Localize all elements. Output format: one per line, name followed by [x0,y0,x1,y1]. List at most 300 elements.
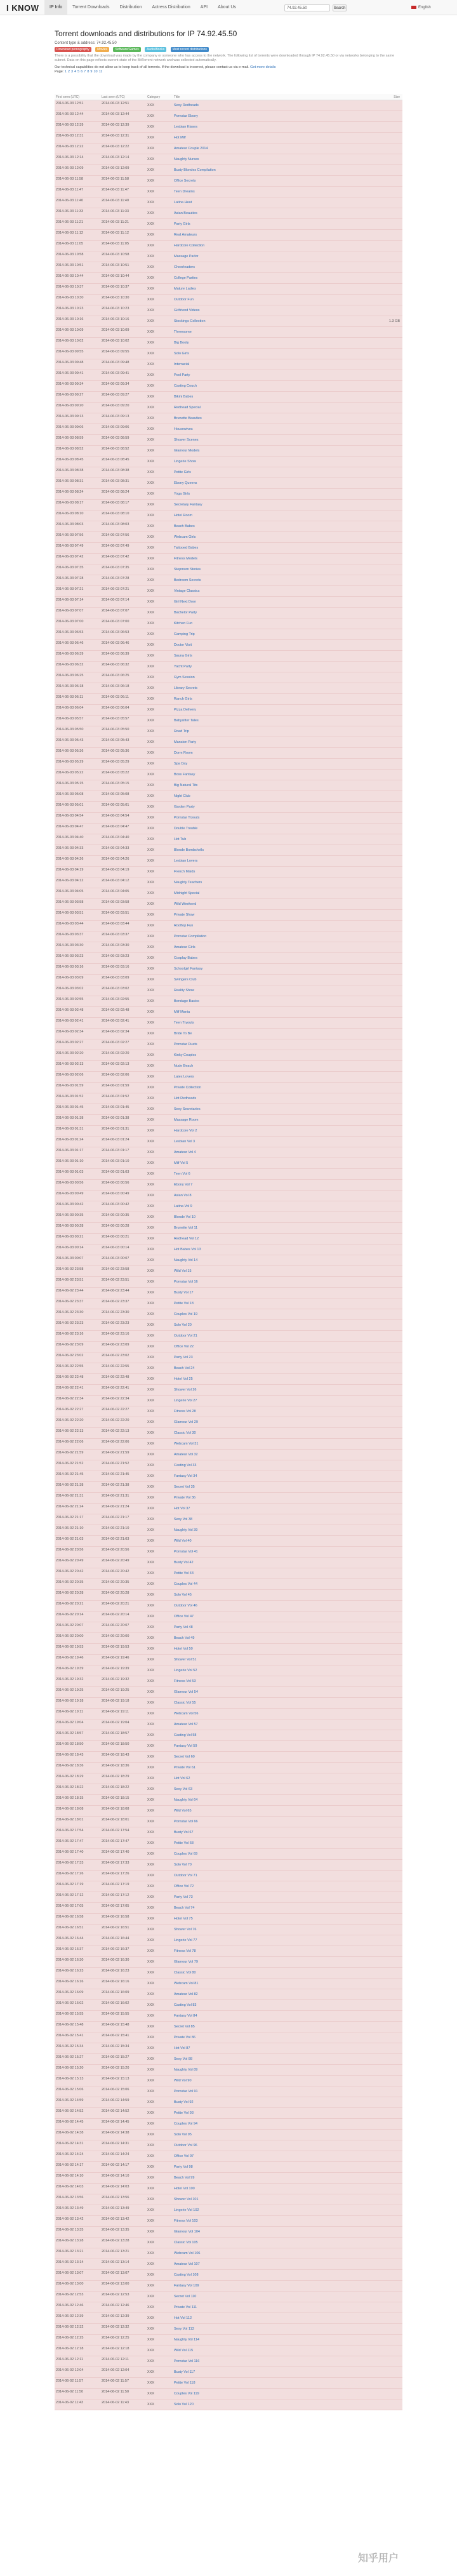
torrent-title-link[interactable]: Office Vol 97 [174,2154,194,2158]
page-link[interactable]: 7 [84,70,86,74]
torrent-title-link[interactable]: Big Natural Tits [174,784,198,787]
torrent-title-link[interactable]: Doctor Visit [174,643,192,647]
table-row [55,511,402,521]
torrent-title-link[interactable]: Naughty Vol 89 [174,2068,198,2072]
torrent-title-link[interactable]: Naughty Nurses [174,157,199,161]
torrent-title-link[interactable]: Midnight Special [174,891,200,895]
torrent-title-link[interactable]: Glamour Vol 29 [174,1420,198,1424]
torrent-title-link[interactable]: Outdoor Vol 46 [174,1604,197,1608]
first-seen-cell: 2014-06-03 08:52 [56,447,84,451]
table-row [55,1352,402,1363]
torrent-title-link[interactable]: Schoolgirl Fantasy [174,967,203,971]
torrent-title-link[interactable]: Webcam Vol 81 [174,1982,199,1985]
torrent-title-link[interactable]: Massage Room [174,1118,199,1122]
torrent-title-link[interactable]: Outdoor Vol 21 [174,1334,197,1338]
torrent-title-link[interactable]: Casting Vol 83 [174,2003,197,2007]
torrent-title-link[interactable]: Fantasy Vol 109 [174,2284,199,2288]
torrent-title-link[interactable]: Massage Parlor [174,255,199,258]
table-row [55,241,402,251]
first-seen-cell: 2014-06-03 07:35 [56,566,84,570]
nav-item-torrent-downloads[interactable]: Torrent Downloads [72,5,110,10]
torrent-title-link[interactable]: Party Vol 23 [174,1356,193,1359]
torrent-title-link[interactable]: Couples Vol 69 [174,1852,197,1856]
torrent-title-link[interactable]: Party Girls [174,222,190,226]
torrent-title-link[interactable]: Office Vol 47 [174,1615,194,1618]
category-cell: XXX [147,978,155,982]
page-link[interactable]: 6 [81,70,83,74]
torrent-title-link[interactable]: Milf Mania [174,1010,190,1014]
torrent-title-link[interactable]: College Parties [174,276,198,280]
torrent-title-link[interactable]: Hotel Vol 50 [174,1647,193,1651]
table-row [55,187,402,197]
torrent-title-link[interactable]: Shower Vol 26 [174,1388,197,1392]
nav-item-distribution[interactable]: Distribution [119,5,142,10]
torrent-title-link[interactable]: Solo Vol 95 [174,2133,192,2137]
torrent-title-link[interactable]: Blonde Vol 10 [174,1215,195,1219]
torrent-title-link[interactable]: Amateur Vol 4 [174,1151,196,1154]
torrent-title-link[interactable]: Swingers Club [174,978,197,982]
torrent-title-link[interactable]: Beach Vol 74 [174,1906,195,1910]
torrent-title-link[interactable]: Babysitter Tales [174,719,199,723]
torrent-title-link[interactable]: Road Trip [174,730,189,733]
torrent-title-link[interactable]: Lesbian Vol 3 [174,1140,195,1144]
torrent-title-link[interactable]: Kinky Couples [174,1053,197,1057]
search-button[interactable]: Search [333,4,347,11]
torrent-title-link[interactable]: Busty Vol 42 [174,1561,194,1565]
torrent-title-link[interactable]: Office Vol 22 [174,1345,194,1349]
torrent-title-link[interactable]: Ebony Vol 7 [174,1183,193,1187]
torrent-title-link[interactable]: Kitchen Fun [174,622,193,625]
torrent-title-link[interactable]: Busty Vol 117 [174,2370,195,2374]
table-row [55,856,402,867]
torrent-title-link[interactable]: French Maids [174,870,195,874]
torrent-title-link[interactable]: Amateur Vol 57 [174,1723,198,1726]
language-selector[interactable] [411,4,431,11]
torrent-title-link[interactable]: Ebony Queens [174,481,197,485]
torrent-title-link[interactable]: Lingerie Vol 77 [174,1939,197,1942]
torrent-title-link[interactable]: Hotel Vol 100 [174,2187,195,2191]
header-last-seen[interactable]: Last seen (UTC) [102,95,125,99]
torrent-title-link[interactable]: Private Vol 36 [174,1496,195,1500]
page-link[interactable]: 4 [74,70,77,74]
torrent-title-link[interactable]: Beach Babes [174,524,195,528]
last-seen-cell: 2014-06-02 13:14 [102,2260,129,2264]
torrent-title-link[interactable]: Sexy Vol 88 [174,2057,193,2061]
torrent-title-link[interactable]: Spa Day [174,762,188,766]
torrent-title-link[interactable]: Pornstar Ebony [174,114,198,118]
nav-item-about[interactable]: About Us [218,5,236,10]
torrent-title-link[interactable]: Lingerie Vol 102 [174,2208,199,2212]
torrent-title-link[interactable]: Webcam Vol 106 [174,2252,201,2255]
torrent-title-link[interactable]: Couples Vol 94 [174,2122,197,2126]
torrent-title-link[interactable]: Fitness Models [174,557,197,561]
torrent-title-link[interactable]: Secret Vol 110 [174,2295,197,2299]
torrent-title-link[interactable]: Solo Vol 45 [174,1593,192,1597]
torrent-title-link[interactable]: Hardcore Collection [174,244,205,248]
torrent-title-link[interactable]: Outdoor Vol 71 [174,1874,197,1878]
header-title[interactable]: Title [174,95,180,99]
first-seen-cell: 2014-06-02 12:04 [56,2368,84,2372]
page-link[interactable]: 11 [98,70,103,74]
torrent-title-link[interactable]: Beach Vol 49 [174,1636,195,1640]
header-category[interactable]: Category [147,95,161,99]
category-cell: XXX [147,2208,155,2212]
last-seen-cell: 2014-06-03 03:51 [102,911,129,915]
first-seen-cell: 2014-06-03 01:38 [56,1116,84,1120]
torrent-title-link[interactable]: Naughty Teachers [174,881,202,884]
torrent-title-link[interactable]: Interracial [174,363,190,366]
torrent-title-link[interactable]: Bride To Be [174,1032,192,1036]
torrent-title-link[interactable]: Naughty Vol 14 [174,1258,198,1262]
last-seen-cell: 2014-06-02 16:30 [102,1958,129,1962]
torrent-title-link[interactable]: Teen Dreams [174,190,195,194]
torrent-title-link[interactable]: Classic Vol 55 [174,1701,196,1705]
torrent-title-link[interactable]: Casting Vol 108 [174,2273,199,2277]
torrent-title-link[interactable]: Fantasy Vol 34 [174,1474,197,1478]
torrent-title-link[interactable]: Hot Vol 37 [174,1507,190,1511]
badge-movies[interactable]: Movies [95,47,109,52]
torrent-title-link[interactable]: Girlfriend Videos [174,309,200,312]
torrent-title-link[interactable]: Petite Vol 43 [174,1572,194,1575]
torrent-title-link[interactable]: Fantasy Vol 59 [174,1744,197,1748]
torrent-title-link[interactable]: Wild Vol 90 [174,2079,192,2083]
torrent-title-link[interactable]: Office Vol 72 [174,1885,194,1888]
first-seen-cell: 2014-06-03 12:09 [56,166,84,170]
first-seen-cell: 2014-06-02 21:24 [56,1505,84,1509]
torrent-title-link[interactable]: Bondage Basics [174,999,199,1003]
nav-item-actress-distribution[interactable]: Actress Distribution [152,5,190,10]
torrent-title-link[interactable]: Redhead Vol 12 [174,1237,199,1241]
torrent-title-link[interactable]: Sexy Vol 38 [174,1518,193,1521]
torrent-title-link[interactable]: Casting Vol 33 [174,1464,197,1467]
torrent-title-link[interactable]: Library Secrets [174,686,197,690]
category-cell: XXX [147,1302,155,1305]
torrent-title-link[interactable]: Beach Vol 24 [174,1366,195,1370]
table-row [55,1180,402,1191]
torrent-title-link[interactable]: Casting Couch [174,384,197,388]
torrent-title-link[interactable]: Petite Vol 18 [174,1302,194,1305]
torrent-title-link[interactable]: Double Trouble [174,827,198,831]
torrent-title-link[interactable]: Sexy Vol 113 [174,2327,194,2331]
torrent-title-link[interactable]: Garden Party [174,805,195,809]
torrent-title-link[interactable]: Bachelor Party [174,611,197,615]
torrent-title-link[interactable]: Couples Vol 44 [174,1582,197,1586]
torrent-title-link[interactable]: Glamour Vol 104 [174,2230,200,2234]
torrent-title-link[interactable]: Stepmom Stories [174,568,201,571]
torrent-title-link[interactable]: Rooftop Fun [174,924,194,928]
ip-search-input[interactable]: 74.92.45.50 [284,4,330,11]
last-seen-cell: 2014-06-03 09:13 [102,415,129,418]
nav-item-api[interactable]: API [200,5,208,10]
torrent-title-link[interactable]: Redhead Special [174,406,201,410]
torrent-title-link[interactable]: Classic Vol 105 [174,2241,198,2245]
torrent-title-link[interactable]: Nude Beach [174,1064,194,1068]
torrent-title-link[interactable]: Latina Heat [174,201,192,204]
torrent-title-link[interactable]: Hot Vol 87 [174,2046,190,2050]
torrent-title-link[interactable]: Hardcore Vol 2 [174,1129,197,1133]
torrent-title-link[interactable]: Wild Vol 65 [174,1809,192,1813]
torrent-title-link[interactable]: Reality Show [174,989,195,992]
torrent-title-link[interactable]: Office Secrets [174,179,196,183]
torrent-title-link[interactable]: Glamour Vol 54 [174,1690,198,1694]
torrent-title-link[interactable]: Hot Redheads [174,1097,197,1100]
torrent-title-link[interactable]: Fitness Vol 78 [174,1949,196,1953]
torrent-title-link[interactable]: Dorm Room [174,751,193,755]
torrent-title-link[interactable]: Mature Ladies [174,287,196,291]
torrent-title-link[interactable]: Girl Next Door [174,600,196,604]
torrent-title-link[interactable]: Secret Vol 35 [174,1485,195,1489]
torrent-title-link[interactable]: Sauna Girls [174,654,192,658]
torrent-title-link[interactable]: Beach Vol 99 [174,2176,195,2180]
torrent-title-link[interactable]: Sexy Secretaries [174,1107,201,1111]
torrent-title-link[interactable]: Wild Vol 40 [174,1539,192,1543]
torrent-title-link[interactable]: Teen Vol 6 [174,1172,190,1176]
last-seen-cell: 2014-06-03 05:08 [102,792,129,796]
last-seen-cell: 2014-06-02 12:11 [102,2358,129,2361]
table-row [55,2119,402,2130]
badge-software-games[interactable]: Software/Games [113,47,140,52]
table-row [55,327,402,338]
torrent-title-link[interactable]: Lingerie Vol 52 [174,1669,197,1672]
torrent-title-link[interactable]: Milf Vol 5 [174,1161,189,1165]
torrent-title-link[interactable]: Asian Vol 8 [174,1194,192,1198]
nav-item-ip-info[interactable]: IP Info [44,0,67,15]
torrent-title-link[interactable]: Busty Blondes Compilation [174,168,216,172]
torrent-title-link[interactable]: Big Booty [174,341,189,345]
torrent-title-link[interactable]: Private Vol 86 [174,2036,195,2039]
torrent-title-link[interactable]: Glamour Models [174,449,200,453]
torrent-title-link[interactable]: Hotel Vol 75 [174,1917,193,1921]
torrent-title-link[interactable]: Night Club [174,794,190,798]
torrent-title-link[interactable]: Pornstar Vol 91 [174,2090,198,2093]
torrent-title-link[interactable]: Petite Vol 118 [174,2381,195,2385]
torrent-title-link[interactable]: Busty Vol 92 [174,2100,194,2104]
torrent-title-link[interactable]: Mansion Party [174,740,197,744]
torrent-title-link[interactable]: Shower Scenes [174,438,199,442]
last-seen-cell: 2014-06-03 01:52 [102,1095,129,1098]
category-cell: XXX [147,1917,155,1921]
page-link[interactable]: 5 [77,70,80,74]
torrent-title-link[interactable]: Solo Vol 70 [174,1863,192,1867]
page-link[interactable]: 1 [64,70,67,74]
torrent-title-link[interactable]: Private Collection [174,1086,201,1090]
torrent-title-link[interactable]: Gym Session [174,676,195,679]
torrent-title-link[interactable]: Private Vol 61 [174,1766,195,1770]
last-seen-cell: 2014-06-02 17:05 [102,1904,129,1908]
torrent-title-link[interactable]: Blonde Bombshells [174,848,204,852]
last-seen-cell: 2014-06-02 16:09 [102,1991,129,1994]
torrent-title-link[interactable]: Latina Vol 9 [174,1205,192,1208]
torrent-title-link[interactable]: Hot Tub [174,838,187,841]
torrent-title-link[interactable]: Vintage Classics [174,589,200,593]
torrent-title-link[interactable]: Secret Vol 85 [174,2025,195,2029]
torrent-title-link[interactable]: Amateur Couple 2014 [174,147,208,150]
torrent-title-link[interactable]: Party Vol 73 [174,1895,193,1899]
torrent-title-link[interactable]: Private Vol 111 [174,2306,197,2309]
table-row [55,1892,402,1903]
first-seen-cell: 2014-06-02 20:14 [56,1613,84,1617]
torrent-title-link[interactable]: Fitness Vol 53 [174,1679,196,1683]
page-link[interactable]: 3 [71,70,74,74]
torrent-title-link[interactable]: Cheerleaders [174,265,195,269]
torrent-title-link[interactable]: Solo Vol 120 [174,2403,194,2406]
last-seen-cell: 2014-06-02 23:09 [102,1343,129,1347]
badge-recent-distributions[interactable]: Most recent distributions [171,47,209,52]
torrent-title-link[interactable]: Webcam Vol 56 [174,1712,199,1716]
torrent-title-link[interactable]: Secretary Fantasy [174,503,202,507]
torrent-title-link[interactable]: Casting Vol 58 [174,1733,197,1737]
torrent-title-link[interactable]: Lingerie Vol 27 [174,1399,197,1403]
category-cell: XXX [147,1388,155,1392]
torrent-title-link[interactable]: Housewives [174,427,193,431]
torrent-title-link[interactable]: Ranch Girls [174,697,192,701]
torrent-title-link[interactable]: Pizza Delivery [174,708,196,712]
torrent-title-link[interactable]: Hotel Room [174,514,193,517]
torrent-title-link[interactable]: Amateur Vol 82 [174,1992,198,1996]
torrent-title-link[interactable]: Pornstar Tryouts [174,816,200,820]
category-cell: XXX [147,1874,155,1878]
table-row [55,1601,402,1612]
torrent-title-link[interactable]: Shower Vol 76 [174,1928,197,1932]
badge-pornography[interactable]: Download pornography [55,47,91,52]
torrent-title-link[interactable]: Secret Vol 60 [174,1755,195,1759]
torrent-title-link[interactable]: Yacht Party [174,665,192,669]
first-seen-cell: 2014-06-02 22:48 [56,1375,84,1379]
torrent-title-link[interactable]: Hot Milf [174,136,186,140]
torrent-title-link[interactable]: Solo Girls [174,352,189,356]
torrent-title-link[interactable]: Hot Vol 62 [174,1777,190,1780]
torrent-title-link[interactable]: Couples Vol 19 [174,1312,197,1316]
last-seen-cell: 2014-06-02 16:58 [102,1915,129,1919]
torrent-title-link[interactable]: Wild Vol 115 [174,2349,194,2352]
torrent-title-link[interactable]: Bedroom Secrets [174,578,201,582]
torrent-title-link[interactable]: Classic Vol 30 [174,1431,196,1435]
header-first-seen[interactable]: First seen (UTC) [56,95,79,99]
torrent-title-link[interactable]: Solo Vol 20 [174,1323,192,1327]
torrent-title-link[interactable]: Lingerie Show [174,460,196,464]
table-row [55,1590,402,1601]
torrent-title-link[interactable]: Webcam Vol 31 [174,1442,199,1446]
category-cell: XXX [147,676,155,679]
torrent-title-link[interactable]: Hot Vol 112 [174,2316,192,2320]
torrent-title-link[interactable]: Outdoor Vol 96 [174,2144,197,2147]
torrent-title-link[interactable]: Pornstar Vol 116 [174,2359,200,2363]
torrent-title-link[interactable]: Latex Lovers [174,1075,194,1079]
category-cell: XXX [147,2381,155,2385]
torrent-title-link[interactable]: Naughty Vol 64 [174,1798,198,1802]
torrent-title-link[interactable]: Couples Vol 119 [174,2392,199,2396]
category-cell: XXX [147,287,155,291]
torrent-title-link[interactable]: Naughty Vol 114 [174,2338,199,2342]
torrent-title-link[interactable]: Wild Vol 15 [174,1269,192,1273]
torrent-title-link[interactable]: Shower Vol 101 [174,2198,199,2201]
torrent-title-link[interactable]: Party Vol 98 [174,2165,193,2169]
torrent-title-link[interactable]: Real Amateurs [174,233,197,237]
torrent-title-link[interactable]: Lesbian Kisses [174,125,197,129]
torrent-title-link[interactable]: Petite Vol 68 [174,1841,194,1845]
torrent-title-link[interactable]: Fantasy Vol 84 [174,2014,197,2018]
table-row [55,2032,402,2043]
torrent-title-link[interactable]: Boss Fantasy [174,773,195,777]
page-link[interactable]: 10 [93,70,98,74]
brand-logo[interactable]: I KNOW [6,3,39,13]
category-cell: XXX [147,1107,155,1111]
torrent-title-link[interactable]: Bikini Babes [174,395,194,399]
torrent-title-link[interactable]: Teen Tryouts [174,1021,194,1025]
torrent-title-link[interactable]: Hotel Vol 25 [174,1377,193,1381]
category-cell: XXX [147,1636,155,1640]
page-link[interactable]: 9 [90,70,93,74]
page-link[interactable]: 8 [87,70,89,74]
torrent-title-link[interactable]: Stockings Collection [174,319,206,323]
torrent-title-link[interactable]: Pornstar Compilation [174,935,207,938]
torrent-title-link[interactable]: Camping Trip [174,632,195,636]
torrent-title-link[interactable]: Sexy Redheads [174,103,199,107]
badge-audio-books[interactable]: Audio/Books [145,47,166,52]
category-cell: XXX [147,1647,155,1651]
torrent-title-link[interactable]: Lesbian Lovers [174,859,198,863]
torrent-title-link[interactable]: Busty Vol 17 [174,1291,194,1295]
category-cell: XXX [147,514,155,517]
badge-row [55,47,210,53]
torrent-title-link[interactable]: Fitness Vol 28 [174,1410,196,1413]
torrent-title-link[interactable]: Petite Vol 93 [174,2111,194,2115]
torrent-title-link[interactable]: Threesome [174,330,192,334]
page-link[interactable]: 2 [67,70,70,74]
torrent-title-link[interactable]: Brunette Beauties [174,417,202,420]
torrent-title-link[interactable]: Cosplay Babes [174,956,197,960]
torrent-title-link[interactable]: Brunette Vol 11 [174,1226,198,1230]
torrent-title-link[interactable]: Amateur Vol 32 [174,1453,198,1457]
torrent-title-link[interactable]: Hot Babes Vol 13 [174,1248,201,1251]
table-row [55,2302,402,2313]
first-seen-cell: 2014-06-03 07:56 [56,533,84,537]
torrent-title-link[interactable]: Tattooed Babes [174,546,199,550]
torrent-title-link[interactable]: Yoga Girls [174,492,190,496]
torrent-title-link[interactable]: Petite Girls [174,470,191,474]
category-cell: XXX [147,794,155,798]
torrent-title-link[interactable]: Outdoor Fun [174,298,194,302]
torrent-title-link[interactable]: Amateur Girls [174,945,195,949]
last-seen-cell: 2014-06-03 05:22 [102,771,129,775]
torrent-title-link[interactable]: Classic Vol 80 [174,1971,196,1975]
torrent-title-link[interactable]: Wild Weekend [174,902,197,906]
torrent-title-link[interactable]: Shower Vol 51 [174,1658,197,1662]
torrent-title-link[interactable]: Amateur Vol 107 [174,2262,200,2266]
torrent-title-link[interactable]: Pornstar Vol 66 [174,1820,198,1824]
note-link[interactable]: Get more details [250,65,276,69]
torrent-title-link[interactable]: Party Vol 48 [174,1625,193,1629]
torrent-title-link[interactable]: Sexy Vol 63 [174,1787,193,1791]
torrent-title-link[interactable]: Glamour Vol 79 [174,1960,198,1964]
torrent-title-link[interactable]: Private Show [174,913,195,917]
torrent-title-link[interactable]: Pool Party [174,373,190,377]
torrent-title-link[interactable]: Fitness Vol 103 [174,2219,198,2223]
torrent-title-link[interactable]: Webcam Girls [174,535,196,539]
torrent-title-link[interactable]: Asian Beauties [174,211,197,215]
category-cell: XXX [147,1755,155,1759]
header-size[interactable]: Size [394,95,400,99]
torrent-title-link[interactable]: Pornstar Duets [174,1043,197,1046]
category-cell: XXX [147,481,155,485]
torrent-title-link[interactable]: Pornstar Vol 16 [174,1280,198,1284]
torrent-title-link[interactable]: Naughty Vol 39 [174,1528,198,1532]
torrent-title-link[interactable]: Pornstar Vol 41 [174,1550,198,1554]
table-row [55,100,402,111]
table-row [55,780,402,791]
torrent-title-link[interactable]: Busty Vol 67 [174,1831,194,1834]
first-seen-cell: 2014-06-03 00:07 [56,1257,84,1260]
